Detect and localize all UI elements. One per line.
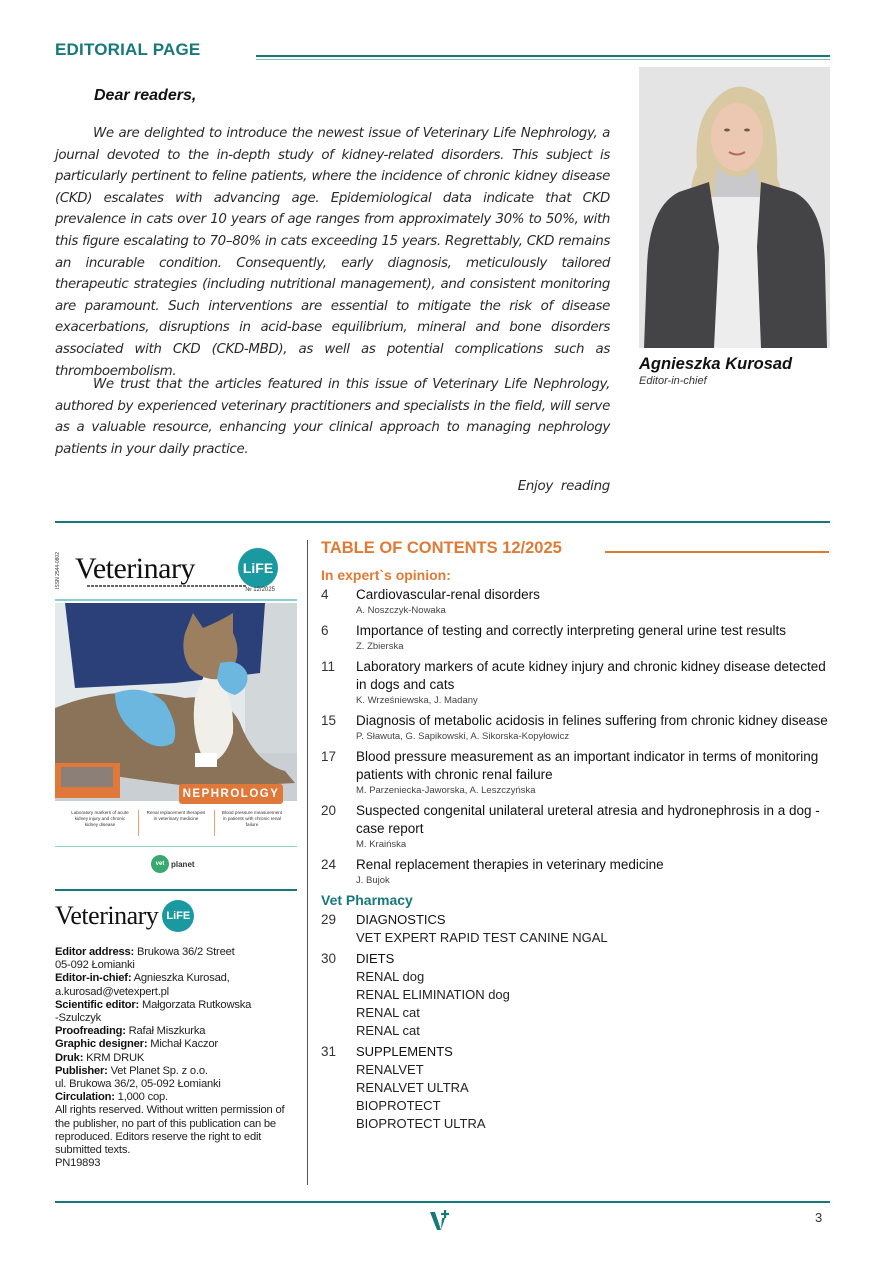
toc-pharmacy-entry[interactable] [321,1043,831,1133]
toc-article-authors: M. Kraińska [356,839,407,850]
editor-portrait [639,67,830,348]
imprint-value: 1,000 cop. [114,1091,168,1104]
toc-page-number: 11 [321,659,336,674]
column-divider [307,540,308,1185]
portrait-image-icon [639,67,830,348]
section-title: EDITORIAL PAGE [55,40,201,59]
letter-paragraph-1 [55,123,610,382]
letter-greeting: Dear readers, [94,87,197,104]
imprint-rights [55,1104,295,1157]
imprint-value: Rafał Miszkurka [125,1025,206,1038]
imprint-row [55,1025,295,1038]
imprint-value: All rights reserved. Without written permission of the publisher, no part of this publication can be reproduced. Editors reserve the right to edit submitted texts. [55,1104,285,1157]
imprint-row [55,999,295,1012]
letter-paragraph-2-text: We trust that the articles featured in this issue of Veterinary Life Nephrology, authored by experienced veterinary practitioners and specialists in the field, will serve as a valuable resource, enhancing your clinical approach to managing nephrology patients in your daily practice. [55,377,610,457]
toc-entry[interactable] [321,856,831,887]
toc-pharmacy-category: DIAGNOSTICS [356,912,446,927]
header-divider [256,55,830,60]
toc-page-number: 4 [321,587,329,602]
editor-role: Editor-in-chief [639,375,707,387]
cover-bottom-divider [55,846,297,847]
toc-page-number: 17 [321,749,337,764]
veterinary-life-logo [55,900,194,932]
imprint-value: a.kurosad@vetexpert.pl [55,985,169,998]
toc-article-title: Suspected congenital unilateral ureteral atresia and hydronephrosis in a dog - case report [356,803,820,836]
imprint-value: Agnieszka Kurosad, [131,972,230,985]
toc-article-authors: Z. Zbierska [356,641,404,652]
toc-product: VET EXPERT RAPID TEST CANINE NGAL [356,930,608,945]
toc-product: BIOPROTECT ULTRA [356,1116,486,1131]
vetplanet-globe-icon: vet [151,855,169,873]
imprint-row [55,972,295,985]
toc-article-authors: P. Sławuta, G. Sapikowski, A. Sikorska-Kopyłowicz [356,731,570,742]
imprint-row [55,1052,295,1065]
imprint-value: Vet Planet Sp. z o.o. [107,1064,208,1077]
imprint-row [55,1065,295,1078]
cover-ribbon: NEPHROLOGY [179,784,283,804]
teaser-divider [138,810,139,836]
imprint-value: Michał Kaczor [147,1038,218,1051]
toc-page-number: 30 [321,951,337,966]
imprint-row [55,1091,295,1104]
imprint-value: KRM DRUK [83,1051,145,1064]
cover-teaser: Blood pressure measurement in patients with chronic renal failure [221,810,283,827]
toc-entry[interactable] [321,802,831,851]
imprint-value: 05-092 Łomianki [55,959,135,972]
logo-wordmark: Veterinary [55,901,159,930]
cat-vet-photo-icon [55,603,297,801]
cover-teaser: Renal replacement therapies in veterinary medicine [146,810,206,821]
imprint-label: Circulation: [55,1091,115,1104]
vetplanet-wordmark: planet [171,859,195,869]
imprint-email[interactable] [55,986,295,999]
imprint-row [55,1012,295,1025]
toc-pharmacy-category: SUPPLEMENTS [356,1044,453,1059]
toc-entry[interactable] [321,712,831,743]
editor-name: Agnieszka Kurosad [639,355,793,373]
imprint-label: Publisher: [55,1064,108,1077]
magazine-cover[interactable] [55,542,297,882]
toc-page-number: 6 [321,623,329,638]
toc-product: RENAL ELIMINATION dog [356,987,510,1002]
toc-article-authors: M. Parzeniecka-Jaworska, A. Leszczyńska [356,785,536,796]
toc-product: BIOPROTECT [356,1098,441,1113]
cover-teasers [69,810,283,836]
toc-product: RENAL cat [356,1005,420,1020]
imprint-row [55,946,295,959]
toc-entry[interactable] [321,622,831,653]
cover-teaser: Laboratory markers of acute kidney injury and chronic kidney disease [71,810,129,827]
toc-entry[interactable] [321,586,831,617]
life-badge-icon: LiFE [238,548,278,588]
cover-tagline [87,585,247,587]
toc-product: RENAL cat [356,1023,420,1038]
cover-photo [55,603,297,801]
toc-pharmacy-entry[interactable] [321,950,831,1040]
toc-section-expert: In expert`s opinion: [321,567,451,583]
teaser-divider [214,810,215,836]
imprint-label: Editor address: [55,946,135,958]
imprint-row [55,959,295,972]
imprint-label: Proofreading: [55,1025,126,1038]
toc-section-pharmacy: Vet Pharmacy [321,892,413,908]
imprint-label: Graphic designer: [55,1038,148,1051]
toc-page-number: 24 [321,857,337,872]
imprint [55,946,295,1170]
imprint-value: ul. Brukowa 36/2, 05-092 Łomianki [55,1078,221,1091]
toc-product: RENALVET [356,1062,424,1077]
toc-product: RENAL dog [356,969,425,984]
toc-title-rule [605,551,829,553]
toc-article-authors: A. Noszczyk-Nowaka [356,605,446,616]
vetplanet-logo [151,855,195,873]
toc-article-title: Diagnosis of metabolic acidosis in felines suffering from chronic kidney disease [356,713,828,728]
letter-paragraph-2 [55,374,610,460]
cover-issue-number: № 12/2025 [245,587,275,593]
cover-issn: ISSN 2544-0802 [55,552,61,589]
toc-entry[interactable] [321,748,831,797]
toc-page-number: 29 [321,912,337,927]
footer-divider [55,1201,830,1203]
toc-product: RENALVET ULTRA [356,1080,469,1095]
cover-divider [55,599,297,601]
imprint-row [55,1078,295,1091]
imprint-row [55,1038,295,1051]
toc-pharmacy-category: DIETS [356,951,395,966]
toc-page-number: 31 [321,1044,337,1059]
vetexpert-v-plus-icon [428,1208,452,1232]
imprint-value: Małgorzata Rutkowska [139,998,252,1011]
imprint-value: PN19893 [55,1157,101,1170]
toc-page-number: 15 [321,713,337,728]
imprint-label: Druk: [55,1051,84,1064]
page-number: 3 [815,1210,823,1225]
toc-page-number: 20 [321,803,337,818]
section-divider [55,521,830,523]
imprint-value: -Szulczyk [55,1012,102,1025]
imprint-code [55,1157,295,1170]
toc-article-authors: J. Bujok [356,875,390,886]
toc-article-title: Importance of testing and correctly interpreting general urine test results [356,623,786,638]
letter-signoff: Enjoy reading [517,479,610,494]
imprint-label: Scientific editor: [55,998,140,1011]
toc-article-title: Blood pressure measurement as an important indicator in terms of monitoring patients with chronic renal failure [356,749,819,782]
cover-title: Veterinary [75,552,195,585]
imprint-value: Brukowa 36/2 Street [134,946,235,958]
toc-article-title: Cardiovascular-renal disorders [356,587,540,602]
letter-paragraph-1-text: We are delighted to introduce the newest issue of Veterinary Life Nephrology, a journal devoted to the in-depth study of kidney-related disorders. This subject is particularly pertinent to feline patients, where the incidence of chronic kidney disease (CKD) escalates with advancing age. Epidemiological data indicate that CKD prevalence in cats over 10 years of age ranges from approximately 30% to 50%, with this figure escalating to 70–80% in cats exceeding 15 years. Regrettably, CKD remains an incurable condition. Consequently, early diagnosis, meticulously tailored therapeutic strategies (including nutritional management), and consistent monitoring are paramount. Such interventions are essential to mitigate the risk of disease exacerbations, disruptions in acid-base equilibrium, mineral and bone disorders associated with CKD (CKD-MBD), as well as potential complications such as thromboembolism. [55,126,610,379]
toc-entry[interactable] [321,658,831,707]
table-of-contents [321,567,831,1136]
toc-article-authors: K. Wrześniewska, J. Madany [356,695,478,706]
imprint-divider [55,889,297,891]
toc-article-title: Laboratory markers of acute kidney injury and chronic kidney disease detected in dogs and cats [356,659,826,692]
imprint-label: Editor-in-chief: [55,972,132,985]
toc-article-title: Renal replacement therapies in veterinary medicine [356,857,664,872]
life-badge-icon: LiFE [162,900,194,932]
toc-pharmacy-entry[interactable] [321,911,831,947]
toc-title: TABLE OF CONTENTS 12/2025 [321,539,562,557]
